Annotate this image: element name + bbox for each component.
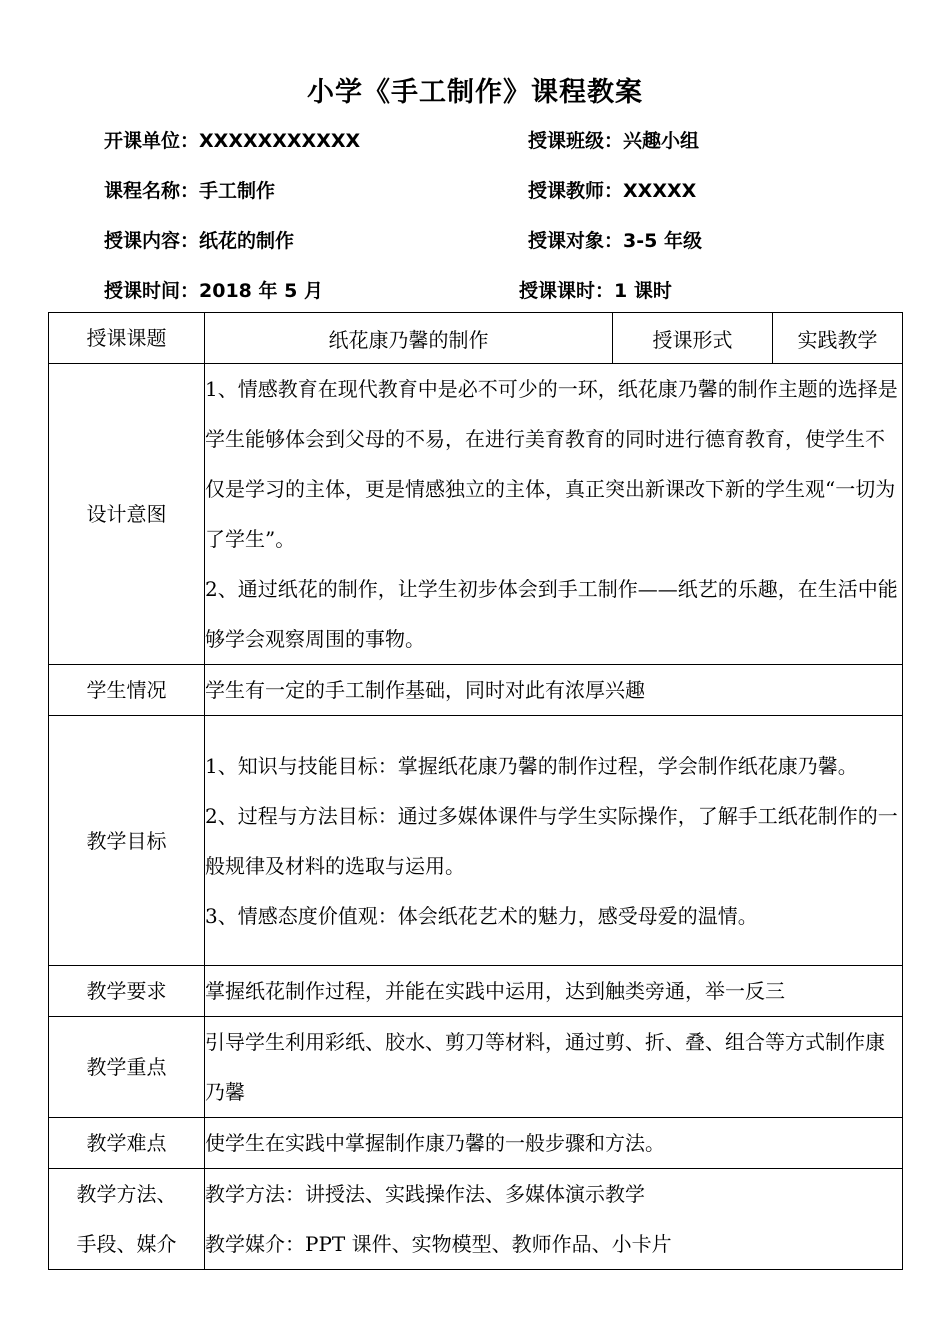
value-form: 实践教学 [773,313,903,364]
label-keypoints: 教学重点 [49,1017,205,1118]
page-title: 小学《手工制作》课程教案 [307,77,643,108]
lesson-plan-table [48,312,903,1270]
methods-method: 教学方法：讲授法、实践操作法、多媒体演示教学 [205,1182,645,1206]
label-methods-line2: 手段、媒介 [76,1232,177,1256]
meta-target-value: 3-5 年级 [623,230,702,252]
design-content [205,364,903,665]
meta-course [104,176,275,203]
meta-content-value: 纸花的制作 [199,230,295,252]
meta-course-value: 手工制作 [199,180,276,202]
table-row-students [49,665,903,716]
meta-hours-value: 1 课时 [614,280,672,302]
table-row-difficulties [49,1118,903,1169]
design-paragraph-1: 1、情感教育在现代教育中是必不可少的一环，纸花康乃馨的制作主题的选择是学生能够体会到父母的不易，在进行美育教育的同时进行德育教育，使学生不仅是学习的主体，更是情感独立的主体，真正突出新课改下新的学生观“一切为了学生”。 [205,377,898,551]
meta-teacher-value: XXXXX [623,180,697,202]
value-keypoints [205,1017,903,1118]
goals-paragraph-1: 1、知识与技能目标：掌握纸花康乃馨的制作过程，学会制作纸花康乃馨。 [205,753,858,778]
meta-target [528,226,702,253]
meta-unit-label: 开课单位： [104,130,200,152]
table-row-design [49,364,903,665]
goals-paragraph-3: 3、情感态度价值观：体会纸花艺术的魅力，感受母爱的温情。 [205,903,758,928]
meta-time-label: 授课时间： [104,280,200,302]
keypoints-text: 引导学生利用彩纸、胶水、剪刀等材料，通过剪、折、叠、组合等方式制作康乃馨 [205,1030,885,1104]
meta-class-label: 授课班级： [528,130,624,152]
meta-target-label: 授课对象： [528,230,624,252]
meta-unit [104,126,360,153]
students-text: 学生有一定的手工制作基础，同时对此有浓厚兴趣 [205,678,645,702]
table-row-methods [49,1169,903,1270]
difficulties-text: 使学生在实践中掌握制作康乃馨的一般步骤和方法。 [205,1131,665,1155]
value-difficulties [205,1118,903,1169]
meta-hours [519,276,672,303]
meta-time-value: 2018 年 5 月 [199,280,323,302]
label-methods [49,1169,205,1270]
table-row-requirements [49,966,903,1017]
label-goals: 教学目标 [49,716,205,966]
meta-class [528,126,699,153]
label-methods-line1: 教学方法、 [76,1182,177,1206]
meta-teacher-label: 授课教师： [528,180,624,202]
label-requirements: 教学要求 [49,966,205,1017]
methods-media: 教学媒介：PPT 课件、实物模型、教师作品、小卡片 [205,1232,672,1256]
table-row-keypoints [49,1017,903,1118]
label-design: 设计意图 [49,364,205,665]
meta-hours-label: 授课课时： [519,280,615,302]
meta-time [104,276,323,303]
meta-teacher [528,176,696,203]
table-row-topic [49,313,903,364]
requirements-text: 掌握纸花制作过程，并能在实践中运用，达到触类旁通，举一反三 [205,979,785,1003]
meta-class-value: 兴趣小组 [623,130,700,152]
goals-paragraph-2: 2、过程与方法目标：通过多媒体课件与学生实际操作，了解手工纸花制作的一般规律及材料的选取与运用。 [205,803,898,878]
table-row-goals [49,716,903,966]
design-paragraph-2: 2、通过纸花的制作，让学生初步体会到手工制作——纸艺的乐趣，在生活中能够学会观察周围的事物。 [205,577,898,651]
label-form: 授课形式 [613,313,773,364]
meta-content-label: 授课内容： [104,230,200,252]
label-topic: 授课课题 [49,313,205,364]
label-difficulties: 教学难点 [49,1118,205,1169]
meta-content [104,226,294,253]
value-requirements [205,966,903,1017]
goals-content [205,716,903,966]
value-students [205,665,903,716]
meta-course-label: 课程名称： [104,180,200,202]
value-topic: 纸花康乃馨的制作 [205,313,613,364]
meta-unit-value: XXXXXXXXXXX [199,130,361,152]
label-students: 学生情况 [49,665,205,716]
methods-content [205,1169,903,1270]
